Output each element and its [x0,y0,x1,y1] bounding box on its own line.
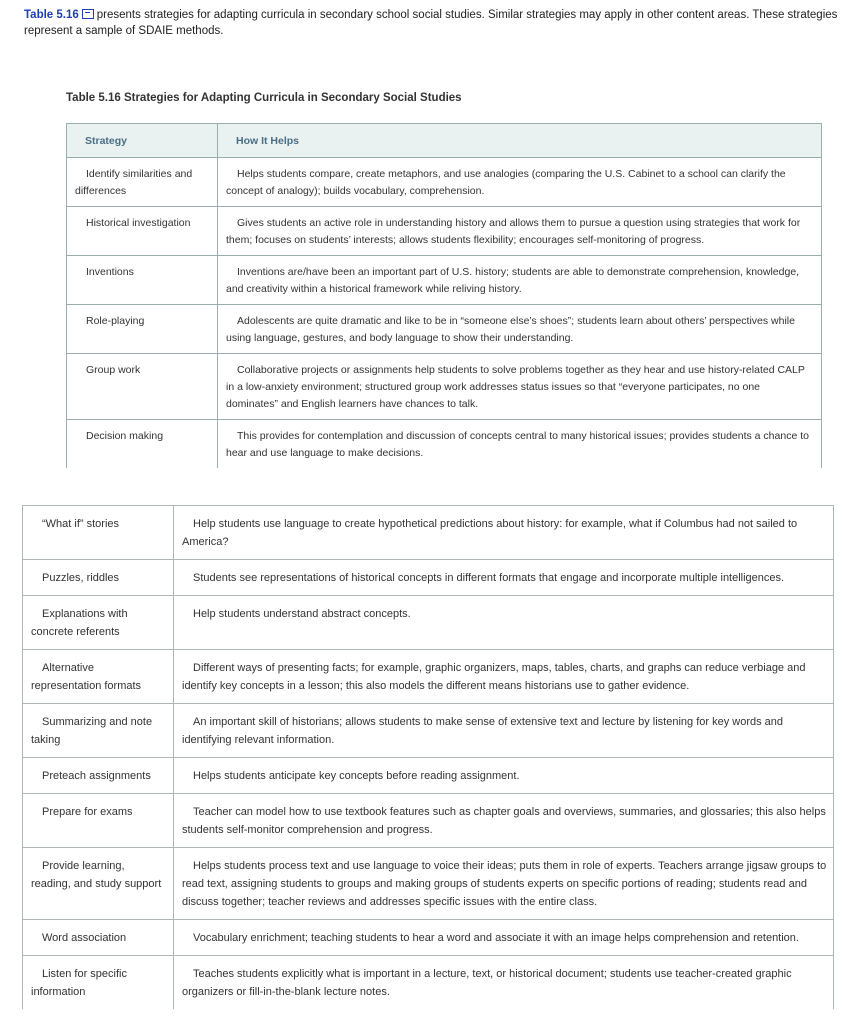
table-row [67,305,822,354]
how-it-helps-cell: Teacher can model how to use textbook features such as chapter goals and overviews, summaries, and glossaries; this also helps students self-monitor comprehension and progress. [174,794,834,848]
how-it-helps-cell: An important skill of historians; allows students to make sense of extensive text and lecture by listening for key words and identifying relevant information. [174,704,834,758]
strategy-cell: Puzzles, riddles [23,560,174,596]
strategies-table-part1 [66,123,822,468]
how-it-helps-cell: Inventions are/have been an important part of U.S. history; students are able to demonstrate comprehension, knowledge, and creativity within a historical framework while reliving history. [218,256,822,305]
strategy-cell: Summarizing and note taking [23,704,174,758]
strategy-cell: Decision making [67,420,218,469]
strategy-cell: Listen for specific information [23,956,174,1010]
how-it-helps-cell: Help students use language to create hypothetical predictions about history: for example, what if Columbus had not sailed to America? [174,506,834,560]
table-row [67,158,822,207]
how-it-helps-cell: Vocabulary enrichment; teaching students to hear a word and associate it with an image helps comprehension and retention. [174,920,834,956]
how-it-helps-cell: Helps students process text and use language to voice their ideas; puts them in role of experts. Teachers arrange jigsaw groups to read text, assigning students to groups and making groups of students experts on specific portions of reading; students read and discuss together; teacher reviews and addresses specific issues with the entire class. [174,848,834,920]
table-reference-link[interactable]: Table 5.16 [24,9,79,21]
table-row [67,207,822,256]
how-it-helps-cell: Collaborative projects or assignments help students to solve problems together as they hear and use history-related CALP in a low-anxiety environment; structured group work addresses status issues so that “everyone participates, no one dominates” and English learners have chances to talk. [218,354,822,420]
table-row [23,956,834,1010]
header-how-it-helps: How It Helps [218,124,822,158]
strategy-cell: Preteach assignments [23,758,174,794]
strategy-cell: Group work [67,354,218,420]
table-row [67,420,822,469]
table-row [23,758,834,794]
how-it-helps-cell: Adolescents are quite dramatic and like to be in “someone else’s shoes”; students learn about others’ perspectives while using language, gestures, and body language to show their understanding. [218,305,822,354]
strategy-cell: “What if” stories [23,506,174,560]
strategy-cell: Inventions [67,256,218,305]
how-it-helps-cell: Different ways of presenting facts; for example, graphic organizers, maps, tables, charts, and graphs can reduce verbiage and identify key concepts in a lesson; this also models the different means historians use to gather evidence. [174,650,834,704]
how-it-helps-cell: Students see representations of historical concepts in different formats that engage and incorporate multiple intelligences. [174,560,834,596]
how-it-helps-cell: Help students understand abstract concepts. [174,596,834,650]
how-it-helps-cell: Teaches students explicitly what is important in a lecture, text, or historical document; students use teacher-created graphic organizers or fill-in-the-blank lecture notes. [174,956,834,1010]
strategy-cell: Identify similarities and differences [67,158,218,207]
table-row [23,920,834,956]
table-row [23,794,834,848]
how-it-helps-cell: Helps students anticipate key concepts before reading assignment. [174,758,834,794]
how-it-helps-cell: This provides for contemplation and discussion of concepts central to many historical issues; provides students a chance to hear and use language to make decisions. [218,420,822,469]
strategy-cell: Word association [23,920,174,956]
intro-paragraph [24,7,867,39]
strategy-cell: Historical investigation [67,207,218,256]
intro-text-line2: represent a sample of SDAIE methods. [24,25,224,37]
intro-text-line1: presents strategies for adapting curricula in secondary school social studies. Similar strategies may apply in other content areas. These strategies [96,9,838,21]
strategy-cell: Alternative representation formats [23,650,174,704]
table-row [23,560,834,596]
strategy-cell: Prepare for exams [23,794,174,848]
strategies-table-part2 [22,505,834,1009]
table-header-row [67,124,822,158]
how-it-helps-cell: Gives students an active role in understanding history and allows them to pursue a question using strategies that work for them; focuses on students’ interests; allows students flexibility; encourages self-monitoring of progress. [218,207,822,256]
strategy-cell: Role-playing [67,305,218,354]
table-row [23,704,834,758]
strategy-cell: Explanations with concrete referents [23,596,174,650]
table-row [23,596,834,650]
header-strategy: Strategy [67,124,218,158]
table-row [23,650,834,704]
table-row [67,256,822,305]
strategy-cell: Provide learning, reading, and study support [23,848,174,920]
table-row [23,848,834,920]
table-row [67,354,822,420]
how-it-helps-cell: Helps students compare, create metaphors, and use analogies (comparing the U.S. Cabinet to a school can clarify the concept of analogy); builds vocabulary, comprehension. [218,158,822,207]
open-table-icon[interactable] [82,9,94,19]
table-row [23,506,834,560]
table-caption: Table 5.16 Strategies for Adapting Curricula in Secondary Social Studies [66,92,462,104]
